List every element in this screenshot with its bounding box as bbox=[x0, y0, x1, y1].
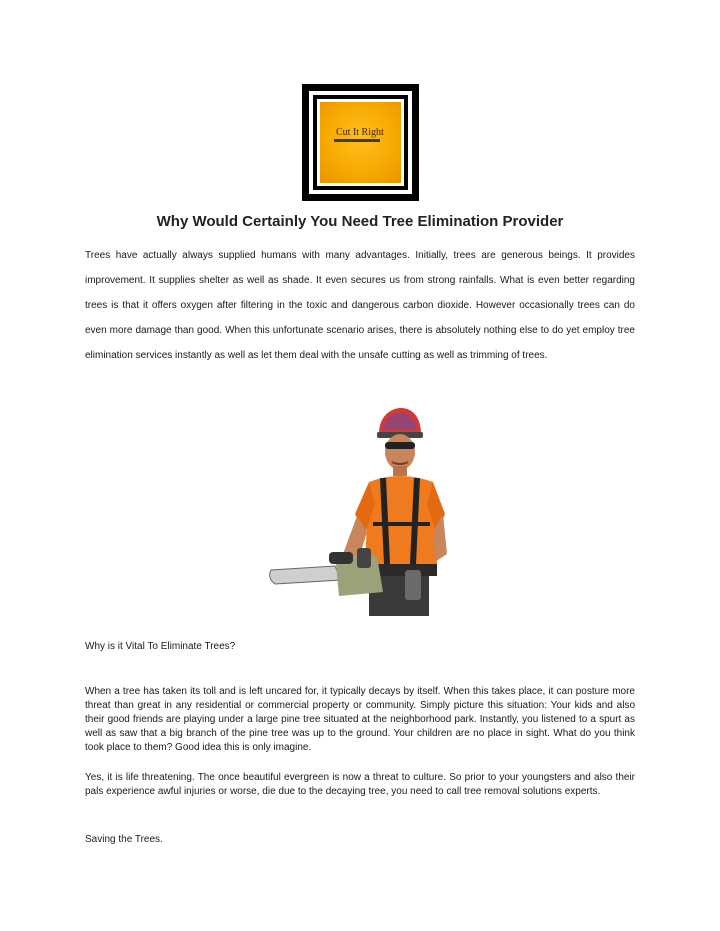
section-heading-vital: Why is it Vital To Eliminate Trees? bbox=[85, 641, 236, 652]
logo-text: Cut It Right bbox=[336, 127, 384, 138]
arborist-photo bbox=[265, 404, 455, 619]
paragraph-threat: Yes, it is life threatening. The once beautiful evergreen is now a threat to culture. So prior to your youngsters and also their pals experience awful injuries or worse, die due to the decaying tree, you need to call tree removal solutions experts. bbox=[85, 772, 635, 797]
paragraph-decay: When a tree has taken its toll and is left uncared for, it typically decays by itself. When this takes place, it can posture more threat than great in any residential or commercial property or community. Simply picture this situation: Your kids and also their good friends are playing under a large pine tree situated at the neighborhood park. Instantly, you listened to a spurt as well as saw that a big branch of the pine tree was up to the ground. Your children are no place in sight. What do you think took place to them? Good idea this is only imagine. bbox=[85, 686, 635, 753]
company-logo bbox=[302, 84, 419, 201]
intro-paragraph: Trees have actually always supplied humans with many advantages. Initially, trees are generous beings. It provides improvement. It supplies shelter as well as shade. It even secures us from strong rainfalls. What is even better regarding trees is that it offers oxygen after filtering in the toxic and dangerous carbon dioxide. However occasionally trees can do even more damage than good. When this unfortunate scenario arises, there is absolutely nothing else to do yet employ tree elimination services instantly as well as let them deal with the unsafe cutting as well as trimming of trees. bbox=[85, 250, 635, 361]
section-heading-saving: Saving the Trees. bbox=[85, 834, 163, 845]
logo-gold-panel bbox=[320, 102, 401, 183]
logo-underline bbox=[334, 139, 380, 142]
article-title: Why Would Certainly You Need Tree Elimination Provider bbox=[156, 213, 564, 230]
